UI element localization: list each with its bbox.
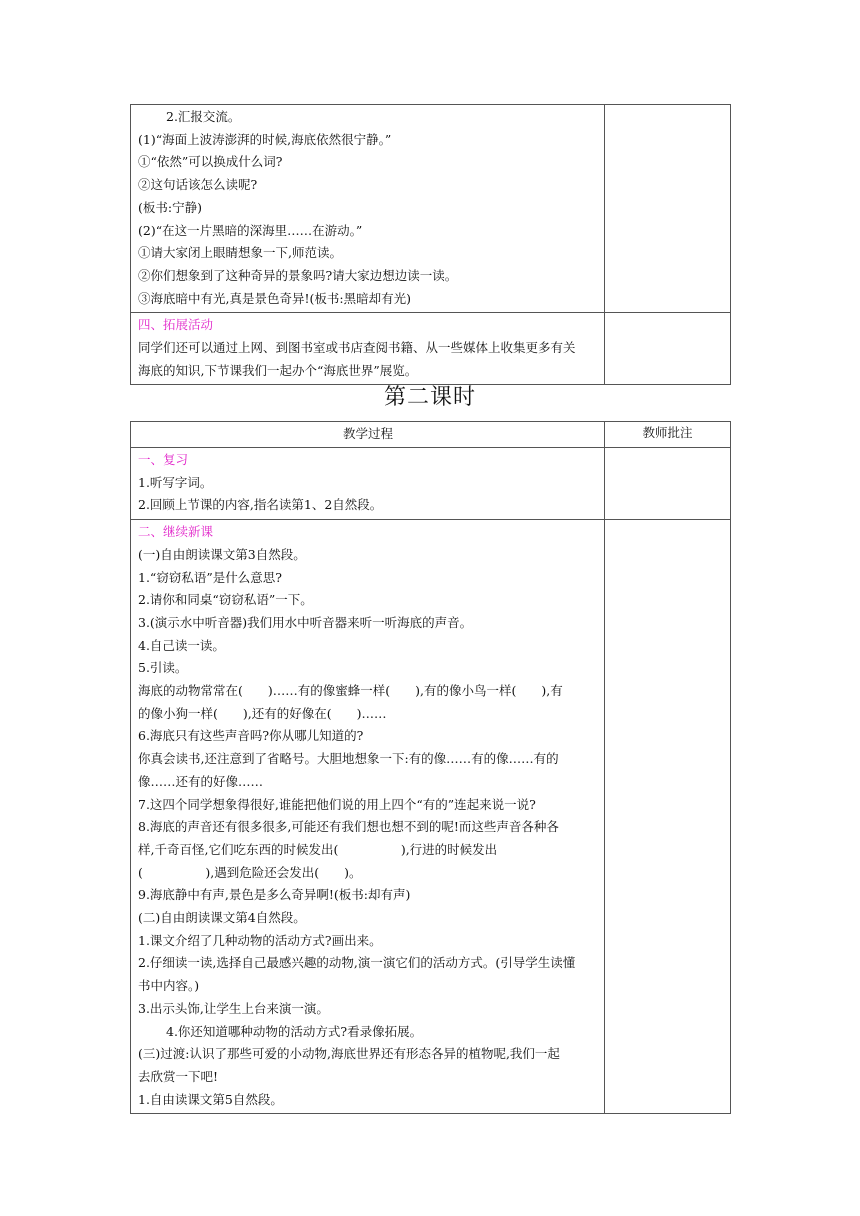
text-line: 1.自由读课文第5自然段。	[138, 1091, 283, 1107]
text-line: 3.出示头饰,让学生上台来演一演。	[138, 1000, 329, 1016]
text-line: 4.你还知道哪种动物的活动方式?看录像拓展。	[166, 1023, 423, 1039]
text-line: 2.仔细读一读,选择自己最感兴趣的动物,演一演它们的活动方式。(引导学生读懂	[138, 955, 576, 971]
text-line: 同学们还可以通过上网、到图书室或书店查阅书籍、从一些媒体上收集更多有关	[138, 340, 576, 356]
table-row	[131, 447, 730, 519]
text-line: 2.汇报交流。	[166, 109, 241, 124]
text-line: 2.请你和同桌“窃窃私语”一下。	[138, 592, 313, 608]
process-cell	[131, 105, 605, 312]
lesson-table	[130, 421, 731, 1114]
text-line: ①请大家闭上眼睛想象一下,师范读。	[138, 245, 342, 261]
text-line: (一)自由朗读课文第3自然段。	[138, 546, 306, 562]
lesson-table-continued	[130, 104, 731, 385]
text-line: 你真会读书,还注意到了省略号。大胆地想象一下:有的像……有的像……有的	[138, 751, 559, 767]
text-line: 3.(演示水中听音器)我们用水中听音器来听一听海底的声音。	[138, 614, 473, 630]
header-process: 教学过程	[131, 422, 605, 447]
text-line: 样,千奇百怪,它们吃东西的时候发出( ),行进的时候发出	[138, 841, 498, 857]
text-line: 8.海底的声音还有很多很多,可能还有我们想也想不到的呢!而这些声音各种各	[138, 819, 559, 835]
table-row	[131, 519, 730, 1113]
table-row	[131, 312, 730, 384]
text-line: (三)过渡:认识了那些可爱的小动物,海底世界还有形态各异的植物呢,我们一起	[138, 1046, 560, 1062]
text-line: ②这句话该怎么读呢?	[138, 177, 258, 193]
text-line: 1.课文介绍了几种动物的活动方式?画出来。	[138, 932, 382, 948]
text-line: 9.海底静中有声,景色是多么奇异啊!(板书:却有声)	[138, 887, 411, 903]
text-line: (二)自由朗读课文第4自然段。	[138, 910, 306, 926]
table-row	[131, 105, 730, 312]
header-comment: 教师批注	[642, 425, 693, 440]
lesson-title: 第二课时	[383, 385, 476, 410]
text-line: 2.回顾上节课的内容,指名读第1、2自然段。	[138, 497, 383, 513]
section-heading: 四、拓展活动	[138, 317, 214, 333]
comment-cell	[605, 105, 730, 312]
text-line: 5.引读。	[138, 660, 188, 676]
text-line: 6.海底只有这些声音吗?你从哪儿知道的?	[138, 728, 364, 744]
comment-cell	[605, 313, 730, 384]
text-line: 海底的动物常常在( )……有的像蜜蜂一样( ),有的像小鸟一样( ),有	[138, 683, 563, 699]
text-line: ①“依然”可以换成什么词?	[138, 154, 283, 170]
table-header-row	[131, 422, 730, 447]
section-heading: 二、继续新课	[138, 524, 214, 540]
process-cell	[131, 448, 605, 519]
text-line: 7.这四个同学想象得很好,谁能把他们说的用上四个“有的”连起来说一说?	[138, 796, 536, 812]
text-line: ( ),遇到危险还会发出( )。	[138, 864, 362, 880]
comment-cell	[605, 520, 730, 1113]
text-line: (1)“海面上波涛澎湃的时候,海底依然很宁静。”	[138, 131, 392, 147]
text-line: (2)“在这一片黑暗的深海里……在游动。”	[138, 222, 363, 238]
section-heading: 一、复习	[138, 452, 189, 467]
text-line: 1.“窃窃私语”是什么意思?	[138, 569, 282, 585]
text-line: 像……还有的好像……	[138, 773, 264, 789]
text-line: (板书:宁静)	[138, 199, 202, 215]
text-line: 4.自己读一读。	[138, 637, 225, 653]
process-cell	[131, 313, 605, 384]
text-line: 海底的知识,下节课我们一起办个“海底世界”展览。	[138, 362, 418, 378]
text-line: 书中内容。)	[138, 978, 200, 994]
text-line: ②你们想象到了这种奇异的景象吗?请大家边想边读一读。	[138, 267, 458, 283]
text-line: 1.听写字词。	[138, 474, 213, 490]
comment-cell	[605, 448, 730, 519]
text-line: ③海底暗中有光,真是景色奇异!(板书:黑暗却有光)	[138, 290, 411, 306]
text-line: 的像小狗一样( ),还有的好像在( )……	[138, 705, 387, 721]
process-cell	[131, 520, 605, 1113]
text-line: 去欣赏一下吧!	[138, 1068, 219, 1084]
